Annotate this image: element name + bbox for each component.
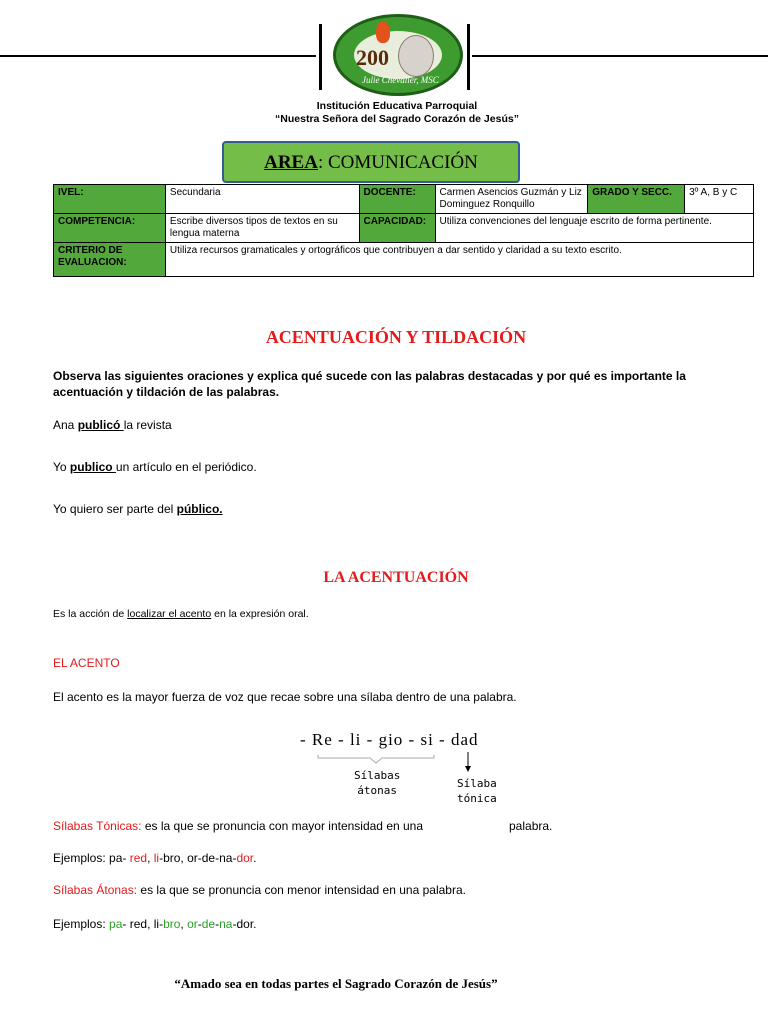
highlight-word-publico-1: publicó [77, 418, 124, 432]
sentence-2-post: un artículo en el periódico. [115, 460, 257, 474]
atonas-examples [53, 916, 256, 932]
ej2-part-h: - [215, 917, 220, 931]
ej2-part-c: bro [163, 917, 181, 931]
diagram-atonas-line1: Sílabas [354, 769, 401, 782]
header-line-left [0, 55, 316, 57]
ej1-part-b: red [129, 851, 148, 865]
diagram-tonica-label [457, 776, 497, 806]
school-logo [333, 14, 463, 96]
tonicas-end: palabra. [509, 819, 553, 833]
ej1-part-f: dor [236, 851, 254, 865]
header-bar-left [319, 24, 322, 90]
docente-label: DOCENTE: [359, 185, 435, 214]
institution-name [264, 100, 530, 138]
ej2-part-f: - [197, 917, 202, 931]
diagram-tonica-line1: Sílaba [457, 777, 497, 790]
area-value: : COMUNICACIÓN [317, 152, 478, 173]
nivel-label: IVEL: [54, 185, 166, 214]
criterio-value: Utiliza recursos gramaticales y ortográficos que contribuyen a dar sentido y claridad a su texto escrito. [165, 243, 753, 277]
ej1-part-d: li [153, 851, 160, 865]
ej1-part-e: -bro, or-de-na- [159, 851, 237, 865]
tonicas-text: es la que se pronuncia con mayor intensidad en una [141, 819, 424, 833]
definition-pre: Es la acción de [53, 608, 128, 620]
tonicas-examples [53, 850, 256, 866]
competencia-value: Escribe diversos tipos de textos en su lengua materna [165, 214, 359, 243]
sentence-3 [53, 501, 223, 517]
docente-value: Carmen Asencios Guzmán y Liz Dominguez Ronquillo [435, 185, 588, 214]
capacidad-value: Utiliza convenciones del lenguaje escrito de forma pertinente. [435, 214, 753, 243]
tonicas-definition [53, 818, 573, 834]
definition-post: en la expresión oral. [211, 608, 309, 620]
criterio-label: CRITERIO DE EVALUACION: [54, 243, 166, 277]
flame-icon [376, 21, 390, 43]
diagram-atonas-label [354, 768, 400, 798]
instruction-text: Observa las siguientes oraciones y explica qué sucede con las palabras destacadas y por qué es importante la acentuación y tildación de las palabras. [53, 369, 686, 399]
portrait-icon [398, 35, 434, 77]
nivel-value: Secundaria [165, 185, 359, 214]
ej2-part-e: or [187, 917, 198, 931]
section-title-la-acentuacion: LA ACENTUACIÓN [323, 569, 469, 586]
sentence-1-pre: Ana [53, 418, 78, 432]
header-bar-right [467, 24, 470, 90]
sentence-1-post: la revista [123, 418, 172, 432]
table-row [54, 185, 754, 214]
area-banner [222, 141, 520, 183]
grado-label: GRADO Y SECC. [588, 185, 685, 214]
syllable-diagram [300, 730, 520, 810]
atonas-text: es la que se pronuncia con menor intensidad en una palabra. [137, 883, 466, 897]
diagram-tonica-line2: tónica [457, 792, 497, 805]
ejemplos-label-1: Ejemplos: [53, 851, 110, 865]
ej2-part-i: na [219, 917, 233, 931]
highlight-word-publico-3: público. [176, 502, 223, 516]
acento-definition: El acento es la mayor fuerza de voz que recae sobre una sílaba dentro de una palabra. [53, 690, 517, 704]
ej2-part-b: - red, li- [122, 917, 164, 931]
logo-number: 200 [356, 45, 389, 70]
logo-signature: Julie Chevalier, MSC [362, 75, 439, 85]
sentence-2-pre: Yo [53, 460, 70, 474]
highlight-word-publico-2: publico [69, 460, 116, 474]
header-line-right [472, 55, 768, 57]
table-row [54, 243, 754, 277]
sentence-2 [53, 459, 257, 475]
ej2-part-g: de [201, 917, 216, 931]
diagram-word: - Re - li - gio - si - dad [300, 730, 479, 749]
ejemplos-label-2: Ejemplos: [53, 917, 110, 931]
subtitle-el-acento: EL ACENTO [53, 656, 120, 670]
grado-value: 3º A, B y C [685, 185, 754, 214]
capacidad-label: CAPACIDAD: [359, 214, 435, 243]
ej2-part-a: pa [109, 917, 123, 931]
definition-text [53, 606, 309, 622]
definition-underlined: localizar el acento [127, 608, 212, 620]
ej1-part-g: . [253, 851, 257, 865]
ej2-part-j: -dor. [232, 917, 257, 931]
info-table [53, 184, 754, 277]
ej1-part-c: , [147, 851, 154, 865]
sentence-1 [53, 417, 172, 433]
competencia-label: COMPETENCIA: [54, 214, 166, 243]
atonas-definition [53, 882, 466, 898]
atonas-label: Sílabas Átonas: [53, 883, 138, 897]
table-row [54, 214, 754, 243]
area-key: AREA [264, 152, 318, 173]
institution-line1: Institución Educativa Parroquial [316, 100, 478, 112]
ej2-part-d: , [180, 917, 188, 931]
tonicas-label: Sílabas Tónicas: [53, 819, 142, 833]
ej1-part-a: pa- [109, 851, 130, 865]
sentence-3-pre: Yo quiero ser parte del [53, 502, 177, 516]
diagram-atonas-line2: átonas [357, 784, 398, 797]
footer-quote: “Amado sea en todas partes el Sagrado Corazón de Jesús” [174, 976, 498, 991]
institution-line2: “Nuestra Señora del Sagrado Corazón de Jesús” [275, 113, 519, 125]
section-title-acentuacion-tildacion: ACENTUACIÓN Y TILDACIÓN [265, 327, 527, 347]
